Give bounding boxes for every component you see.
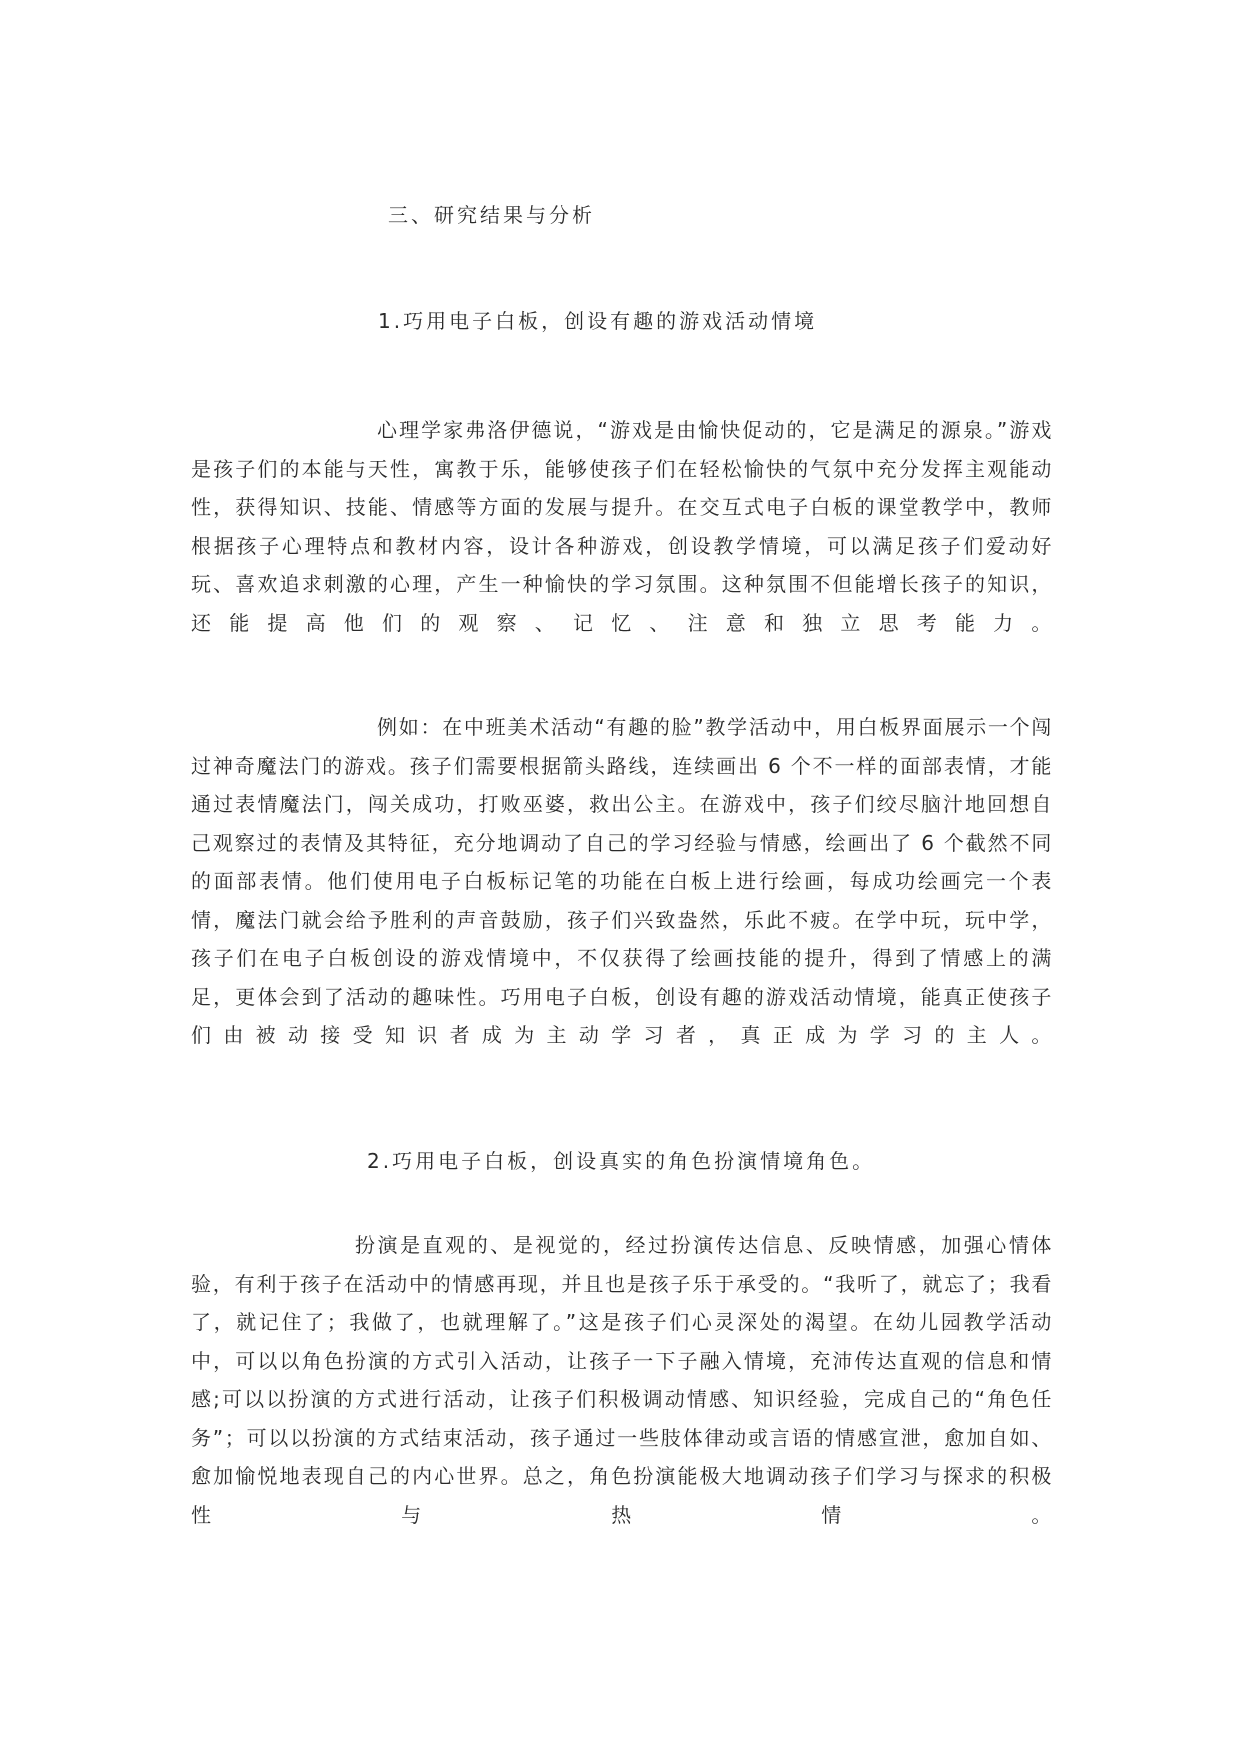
paragraph-2: 例如：在中班美术活动“有趣的脸”教学活动中，用白板界面展示一个闯过神奇魔法门的游戏。孩子们需要根据箭头路线，连续画出 6 个不一样的面部表情，才能通过表情魔法门，闯关成功，打败巫婆，救出公主。在游戏中，孩子们绞尽脑汁地回想自己观察过的表情及其特征，充分地调动了自己的学习经验与情感，绘画出了 6 个截然不同的面部表情。他们使用电子白板标记笔的功能在白板上进行绘画，每成功绘画完一个表情，魔法门就会给予胜利的声音鼓励，孩子们兴致盎然，乐此不疲。在学中玩，玩中学，孩子们在电子白板创设的游戏情境中，不仅获得了绘画技能的提升，得到了情感上的满足，更体会到了活动的趣味性。巧用电子白板，创设有趣的游戏活动情境，能真正使孩子们由被动接受知识者成为主动学习者，真正成为学习的主人。 <box>191 715 1053 1047</box>
section-title: 三、研究结果与分析 <box>388 203 595 227</box>
paragraph-1: 心理学家弗洛伊德说，“游戏是由愉快促动的，它是满足的源泉。”游戏是孩子们的本能与天性，寓教于乐，能够使孩子们在轻松愉快的气氛中充分发挥主观能动性，获得知识、技能、情感等方面的发展与提升。在交互式电子白板的课堂教学中，教师根据孩子心理特点和教材内容，设计各种游戏，创设教学情境，可以满足孩子们爱动好玩、喜欢追求刺激的心理，产生一种愉快的学习氛围。这种氛围不但能增长孩子的知识，还能提高他们的观察、记忆、注意和独立思考能力。 <box>191 418 1053 635</box>
subsection-title-1: 1.巧用电子白板，创设有趣的游戏活动情境 <box>378 309 818 333</box>
subsection-title-2: 2.巧用电子白板，创设真实的角色扮演情境角色。 <box>367 1149 876 1173</box>
paragraph-3: 扮演是直观的、是视觉的，经过扮演传达信息、反映情感，加强心情体验，有利于孩子在活动中的情感再现，并且也是孩子乐于承受的。“我听了，就忘了；我看了，就记住了；我做了，也就理解了。”这是孩子们心灵深处的渴望。在幼儿园教学活动中，可以以角色扮演的方式引入活动，让孩子一下子融入情境，充沛传达直观的信息和情感;可以以扮演的方式进行活动，让孩子们积极调动情感、知识经验，完成自己的“角色任务”；可以以扮演的方式结束活动，孩子通过一些肢体律动或言语的情感宣泄，愈加自如、愈加愉悦地表现自己的内心世界。总之，角色扮演能极大地调动孩子们学习与探求的积极性与热情。 <box>191 1233 1053 1527</box>
